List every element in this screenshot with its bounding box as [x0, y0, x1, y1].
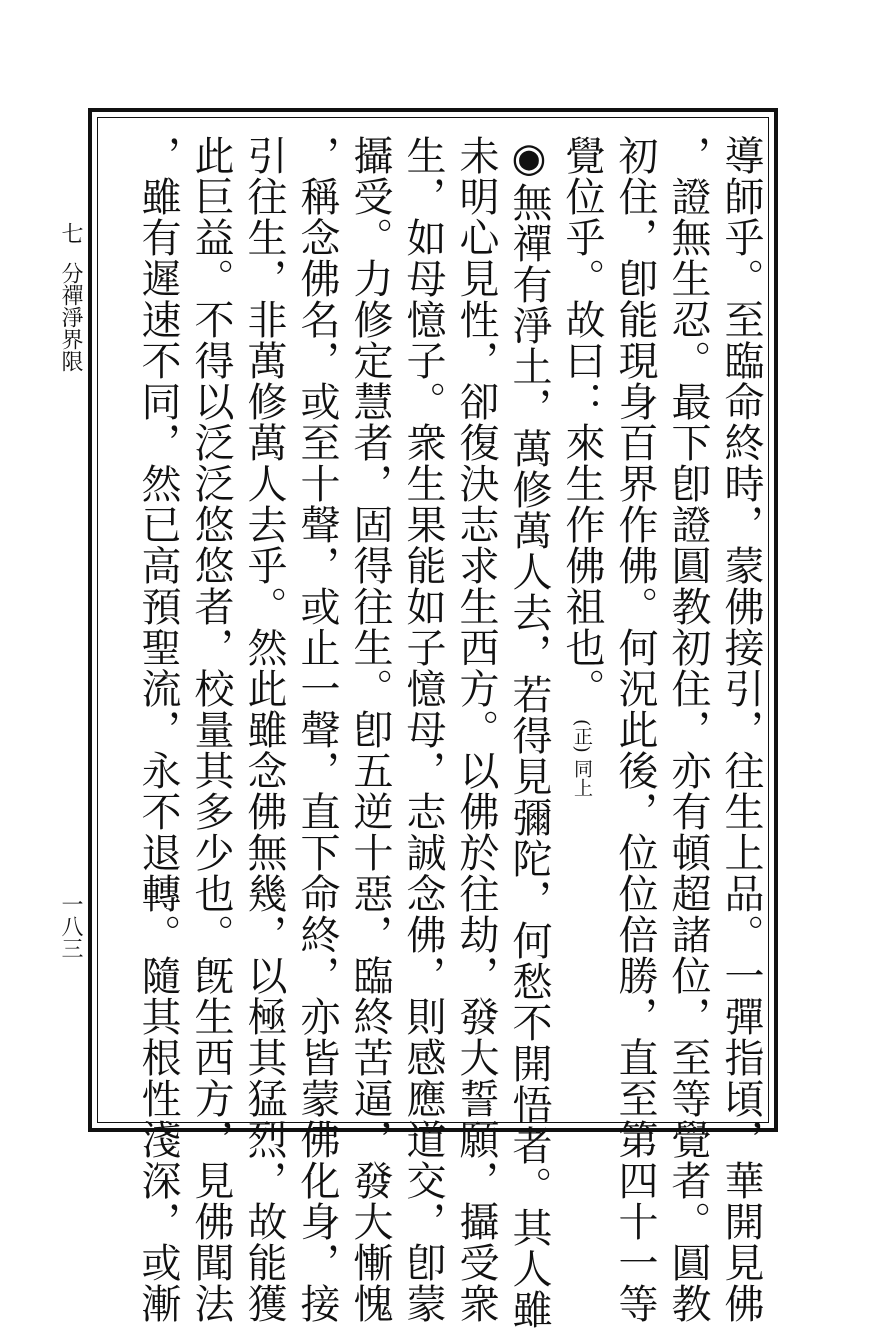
text-column-3: 初住，卽能現身百界作佛。何況此後，位位倍勝，直至第四十一等 [612, 135, 658, 1324]
text-column-8: 攝受。力修定慧者，固得往生。卽五逆十惡，臨終苦逼，發大慚愧 [347, 135, 393, 1324]
text-column-5: ◉無禪有淨土，萬修萬人去，若得見彌陀，何愁不開悟者。其人雖 [506, 135, 552, 1330]
section-number: 七 [58, 222, 83, 244]
text-column-4 [557, 135, 607, 797]
text-column-6: 未明心見性，卻復決志求生西方。以佛於往劫，發大誓願，攝受衆 [453, 135, 499, 1324]
text-column-12: ，雖有遲速不同，然已高預聖流，永不退轉。隨其根性淺深，或漸 [135, 135, 181, 1324]
text-column-4-body: 覺位乎。故曰：來生作佛祖也。 [559, 135, 605, 709]
section-title: 分禪淨界限 [58, 262, 83, 372]
text-column-10: 引往生，非萬修萬人去乎。然此雖念佛無幾，以極其猛烈，故能獲 [241, 135, 287, 1324]
text-column-1: 導師乎。至臨命終時，蒙佛接引，往生上品。一彈指頃，華開見佛 [718, 135, 764, 1324]
text-column-11: 此巨益。不得以泛泛悠悠者，校量其多少也。旣生西方，見佛聞法 [188, 135, 234, 1324]
text-column-9: ，稱念佛名，或至十聲，或止一聲，直下命終，亦皆蒙佛化身，接 [294, 135, 340, 1324]
text-column-7: 生，如母憶子。衆生果能如子憶母，志誠念佛，則感應道交，卽蒙 [400, 135, 446, 1324]
page-number: 一八三 [58, 893, 83, 959]
text-column-2: ，證無生忍。最下卽證圓教初住，亦有頓超諸位，至等覺者。圓教 [665, 135, 711, 1324]
source-note: (正) 同上 [571, 719, 593, 797]
